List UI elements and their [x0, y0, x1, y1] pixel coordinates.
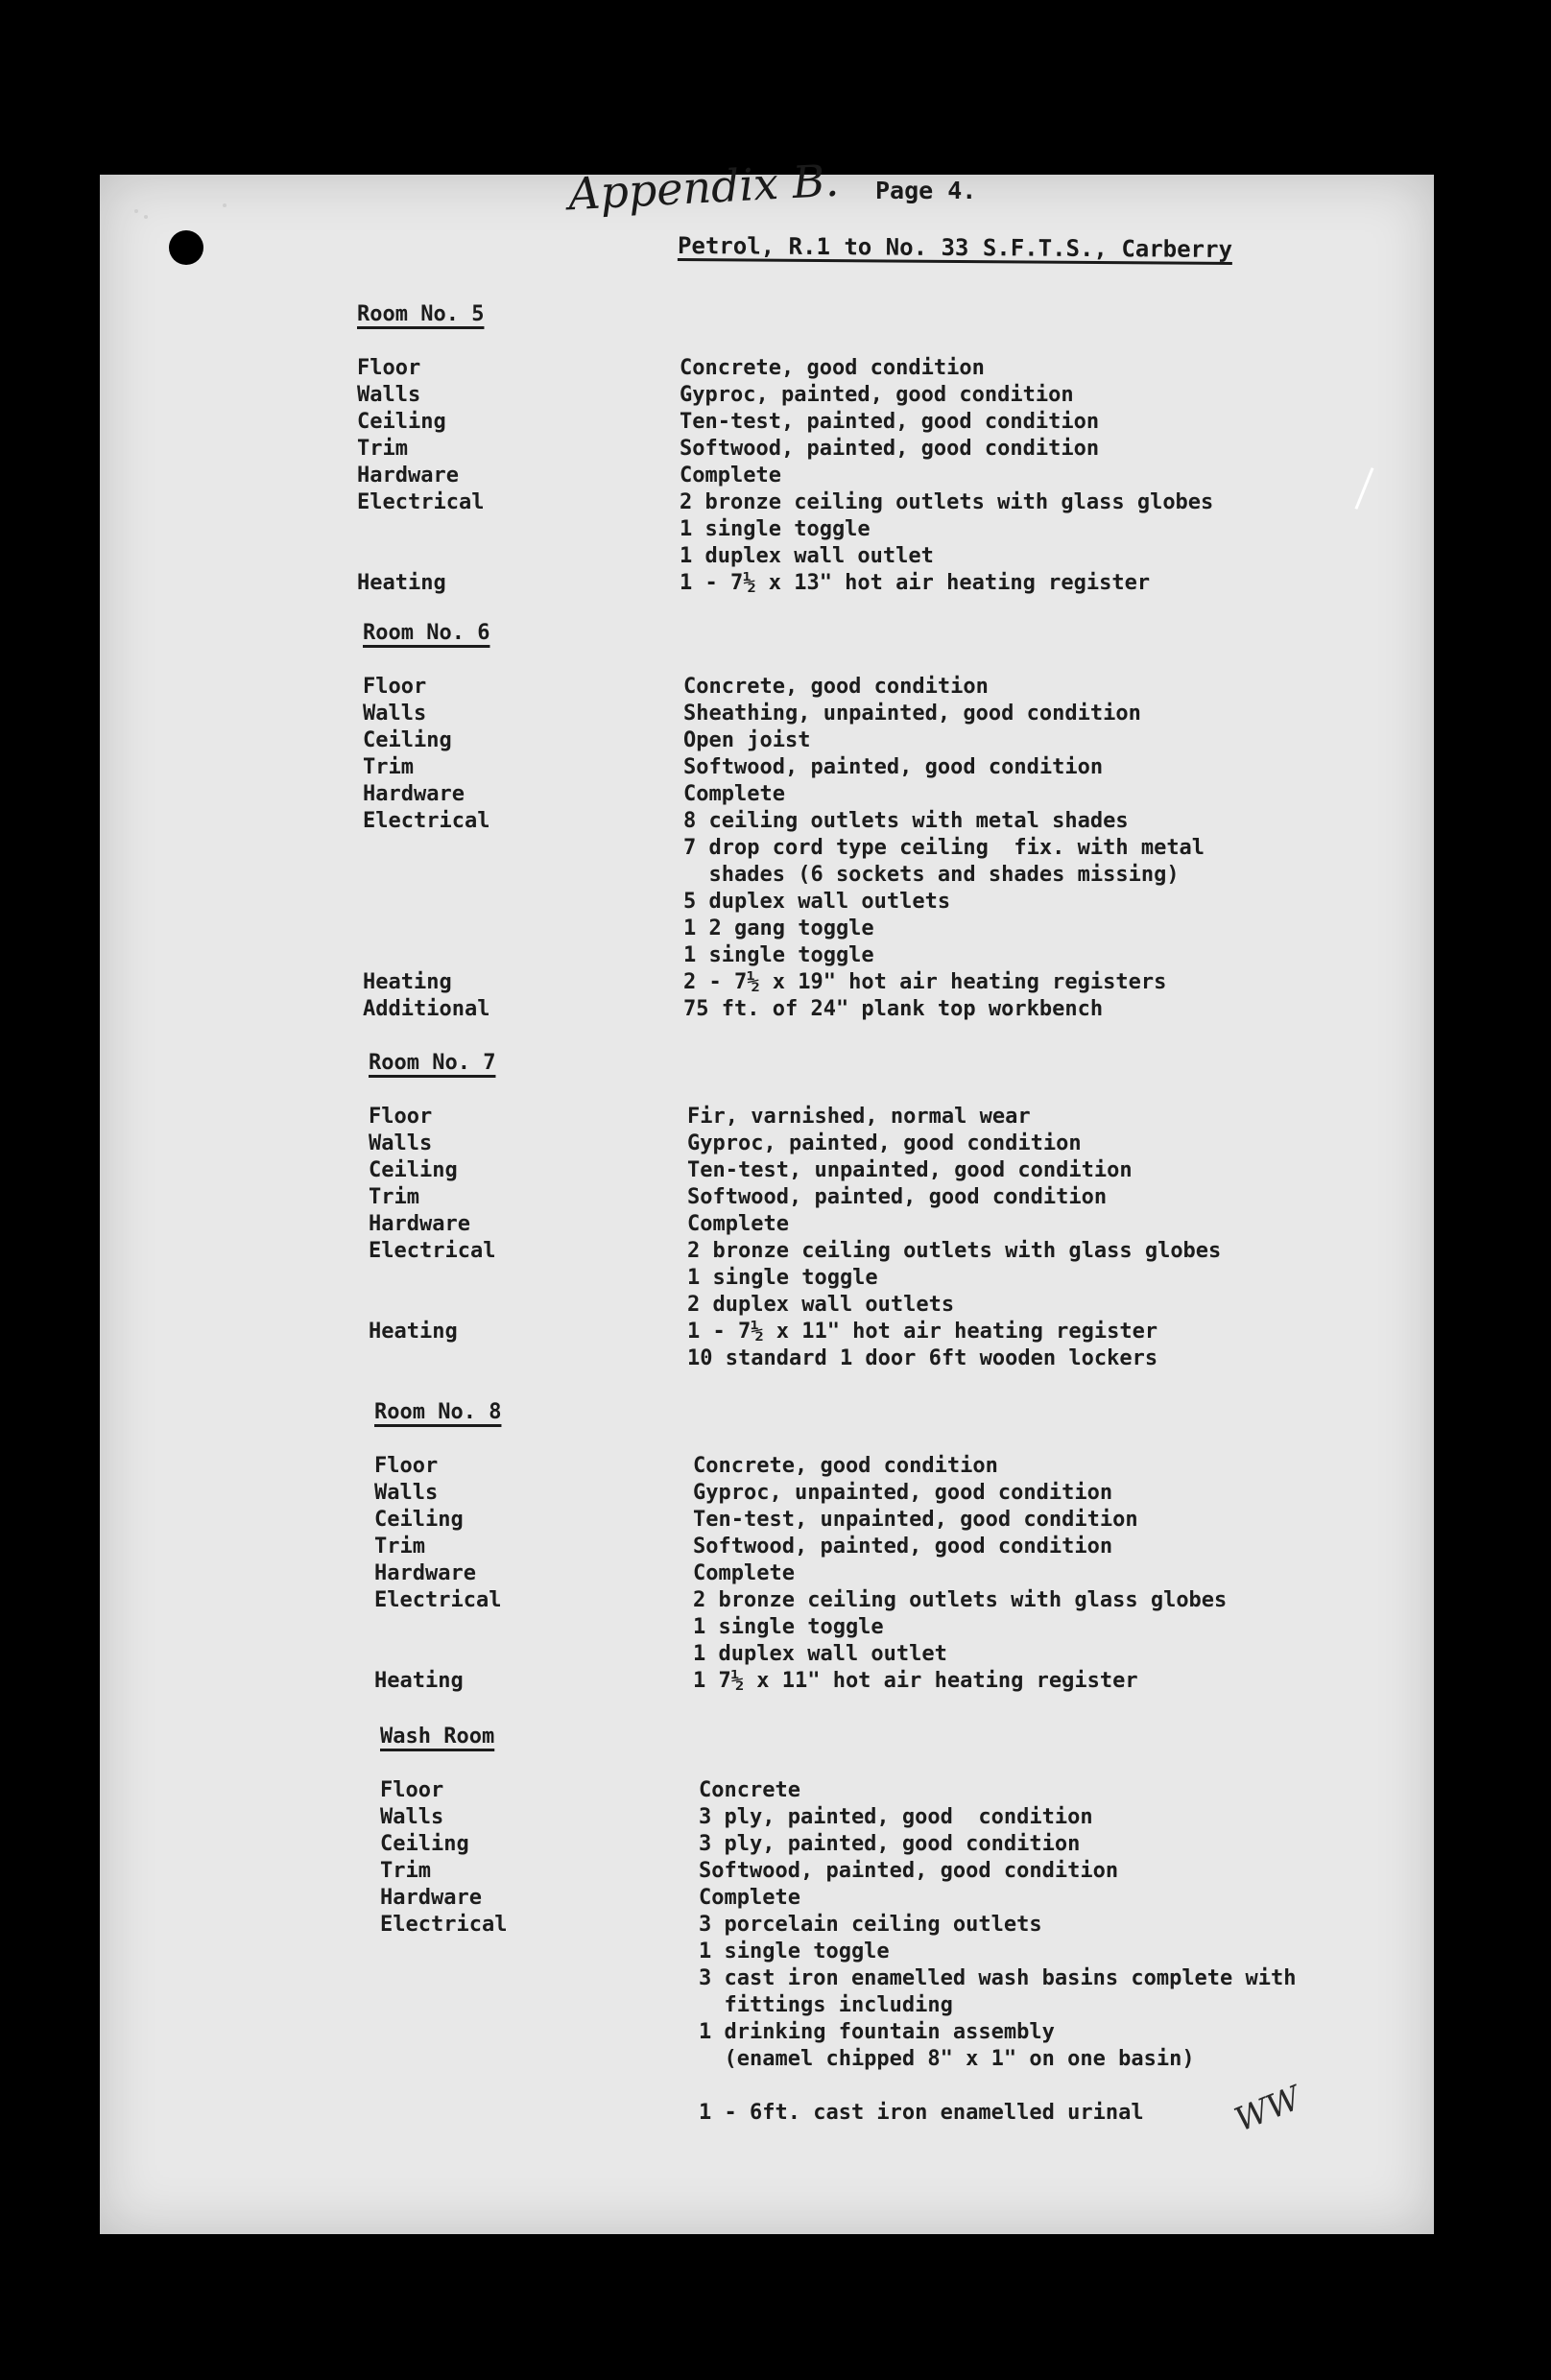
field-label: Hardware [380, 1886, 482, 1910]
field-value: Softwood, painted, good condition [693, 1535, 1113, 1559]
field-label: Trim [374, 1535, 425, 1559]
field-value: Complete [680, 464, 781, 488]
field-label: Trim [369, 1185, 419, 1209]
field-value: 2 bronze ceiling outlets with glass globes [680, 490, 1214, 514]
field-label: Floor [380, 1778, 444, 1802]
field-label: Trim [380, 1859, 431, 1883]
field-label: Ceiling [369, 1158, 458, 1182]
field-value: Gyproc, painted, good condition [687, 1131, 1082, 1155]
section-heading: Room No. 8 [374, 1400, 502, 1424]
field-value: 7 drop cord type ceiling fix. with metal [683, 836, 1205, 860]
field-label: Walls [369, 1131, 433, 1155]
field-label: Hardware [363, 782, 465, 806]
field-label: Floor [363, 675, 427, 699]
field-value: 75 ft. of 24" plank top workbench [683, 997, 1104, 1021]
field-label: Floor [369, 1105, 433, 1129]
section-heading: Wash Room [380, 1725, 495, 1749]
field-value: Softwood, painted, good condition [687, 1185, 1108, 1209]
speck [144, 215, 148, 219]
field-value: Gyproc, painted, good condition [680, 383, 1074, 407]
field-label: Heating [363, 970, 452, 994]
field-value: fittings including [699, 1993, 953, 2017]
field-value: shades (6 sockets and shades missing) [683, 863, 1180, 887]
handwritten-annotation: Appendix B. [566, 154, 841, 221]
field-value: 1 duplex wall outlet [693, 1642, 947, 1666]
field-label: Hardware [357, 464, 459, 488]
page-number: Page 4. [875, 177, 977, 204]
field-value: Complete [683, 782, 785, 806]
field-value: 8 ceiling outlets with metal shades [683, 809, 1129, 833]
field-label: Electrical [380, 1913, 508, 1937]
field-value: Ten-test, unpainted, good condition [693, 1508, 1138, 1532]
field-value: Softwood, painted, good condition [683, 755, 1104, 779]
field-value: 3 ply, painted, good condition [699, 1805, 1093, 1829]
section-heading: Room No. 5 [357, 302, 485, 326]
field-value: 3 ply, painted, good condition [699, 1832, 1081, 1856]
field-label: Heating [369, 1320, 458, 1344]
field-value: 2 bronze ceiling outlets with glass globes [693, 1588, 1228, 1612]
field-value: 1 single toggle [687, 1266, 878, 1290]
field-value: Fir, varnished, normal wear [687, 1105, 1031, 1129]
field-value: 1 single toggle [699, 1940, 890, 1964]
punch-hole [169, 230, 203, 265]
field-value: Concrete [699, 1778, 800, 1802]
field-label: Hardware [374, 1561, 476, 1585]
field-value: Concrete, good condition [693, 1454, 998, 1478]
field-value: Ten-test, unpainted, good condition [687, 1158, 1133, 1182]
field-value: 1 single toggle [683, 943, 874, 967]
field-label: Heating [357, 571, 446, 595]
field-value: Concrete, good condition [683, 675, 989, 699]
field-value: Complete [693, 1561, 795, 1585]
speck [223, 203, 227, 207]
field-value: 1 single toggle [693, 1615, 884, 1639]
field-value: 1 drinking fountain assembly [699, 2020, 1055, 2044]
section-heading: Room No. 6 [363, 621, 490, 645]
field-value: 1 - 7½ x 11" hot air heating register [687, 1320, 1158, 1344]
section-heading: Room No. 7 [369, 1051, 496, 1075]
field-label: Additional [363, 997, 490, 1021]
field-label: Walls [380, 1805, 444, 1829]
field-label: Electrical [369, 1239, 496, 1263]
field-value: 1 single toggle [680, 517, 871, 541]
field-value: Gyproc, unpainted, good condition [693, 1481, 1113, 1505]
document-subtitle: Petrol, R.1 to No. 33 S.F.T.S., Carberry [677, 231, 1233, 264]
field-value: 3 porcelain ceiling outlets [699, 1913, 1042, 1937]
field-value: 1 2 gang toggle [683, 916, 874, 940]
field-value: Concrete, good condition [680, 356, 985, 380]
field-label: Ceiling [374, 1508, 464, 1532]
field-value: Complete [699, 1886, 800, 1910]
field-label: Ceiling [363, 728, 452, 752]
field-label: Floor [374, 1454, 439, 1478]
field-label: Trim [363, 755, 414, 779]
field-value: Sheathing, unpainted, good condition [683, 702, 1141, 726]
field-label: Walls [363, 702, 427, 726]
field-label: Floor [357, 356, 421, 380]
field-label: Heating [374, 1669, 464, 1693]
field-value: 2 bronze ceiling outlets with glass globes [687, 1239, 1222, 1263]
field-value: 1 7½ x 11" hot air heating register [693, 1669, 1138, 1693]
field-value: 2 duplex wall outlets [687, 1293, 955, 1317]
speck [134, 209, 138, 213]
field-value: 10 standard 1 door 6ft wooden lockers [687, 1346, 1158, 1370]
field-value: Softwood, painted, good condition [680, 437, 1100, 461]
field-value: 1 duplex wall outlet [680, 544, 934, 568]
field-value: Ten-test, painted, good condition [680, 410, 1100, 434]
field-label: Walls [357, 383, 421, 407]
field-label: Ceiling [357, 410, 446, 434]
field-value: 3 cast iron enamelled wash basins complete with [699, 1966, 1297, 1990]
handwritten-initials: WW [1229, 2079, 1306, 2140]
field-value: Open joist [683, 728, 811, 752]
field-label: Electrical [363, 809, 490, 833]
field-label: Electrical [357, 490, 485, 514]
field-label: Electrical [374, 1588, 502, 1612]
field-value: (enamel chipped 8" x 1" on one basin) [699, 2047, 1195, 2071]
field-value: 2 - 7½ x 19" hot air heating registers [683, 970, 1167, 994]
field-value: 5 duplex wall outlets [683, 890, 951, 914]
field-value: 1 - 6ft. cast iron enamelled urinal [699, 2101, 1144, 2125]
field-value: 1 - 7½ x 13" hot air heating register [680, 571, 1151, 595]
field-label: Walls [374, 1481, 439, 1505]
field-label: Ceiling [380, 1832, 469, 1856]
field-label: Hardware [369, 1212, 470, 1236]
field-value: Complete [687, 1212, 789, 1236]
field-label: Trim [357, 437, 408, 461]
field-value: Softwood, painted, good condition [699, 1859, 1119, 1883]
